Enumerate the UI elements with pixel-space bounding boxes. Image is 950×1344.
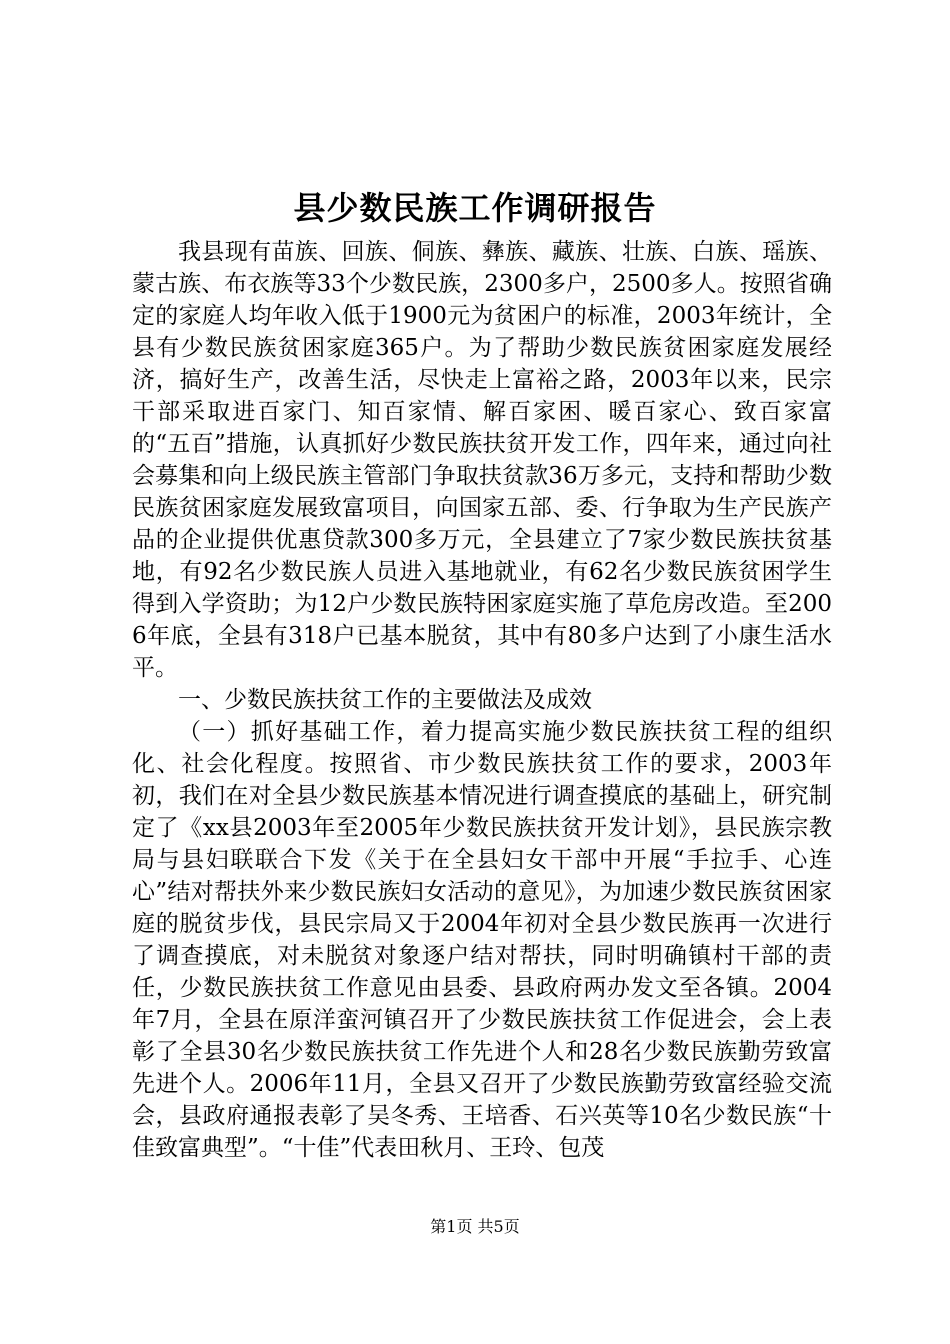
- page-number-footer: 第1页 共5页: [430, 1217, 520, 1236]
- section-heading-1: 一、少数民族扶贫工作的主要做法及成效: [178, 687, 592, 713]
- document-title: 县少数民族工作调研报告: [293, 189, 657, 227]
- paragraph-intro: 我县现有苗族、回族、侗族、彝族、藏族、壮族、白族、瑶族、蒙古族、布衣族等33个少数民族，2300多户，2500多人。按照省确定的家庭人均年收入低于1900元为贫困户的标准，2003年统计，全县有少数民族贫困家庭365户。为了帮助少数民族贫困家庭发展经济，搞好生产，改善生活，尽快走上富裕之路，2003年以来，民宗干部采取进百家门、知百家情、解百家困、暖百家心、致百家富的“五百”措施，认真抓好少数民族扶贫开发工作，四年来，通过向社会募集和向上级民族主管部门争取扶贫款36万多元，支持和帮助少数民族贫困家庭发展致富项目，向国家五部、委、行争取为生产民族产品的企业提供优惠贷款300多万元，全县建立了7家少数民族扶贫基地，有92名少数民族人员进入基地就业，有62名少数民族贫困学生得到入学资助；为12户少数民族特困家庭实施了草危房改造。至2006年底，全县有318户已基本脱贫，其中有80多户达到了小康生活水平。: [132, 239, 832, 681]
- document-body: [132, 236, 832, 1164]
- paragraph-section-1-item-1: （一）抓好基础工作，着力提高实施少数民族扶贫工程的组织化、社会化程度。按照省、市少数民族扶贫工作的要求，2003年初，我们在对全县少数民族基本情况进行调查摸底的基础上，研究制定了《xx县2003年至2005年少数民族扶贫开发计划》，县民族宗教局与县妇联联合下发《关于在全县妇女干部中开展“手拉手、心连心”结对帮扶外来少数民族妇女活动的意见》，为加速少数民族贫困家庭的脱贫步伐，县民宗局又于2004年初对全县少数民族再一次进行了调查摸底，对未脱贫对象逐户结对帮扶，同时明确镇村干部的责任，少数民族扶贫工作意见由县委、县政府两办发文至各镇。2004年7月，全县在原洋蛮河镇召开了少数民族扶贫工作促进会，会上表彰了全县30名少数民族扶贫工作先进个人和28名少数民族勤劳致富先进个人。2006年11月，全县又召开了少数民族勤劳致富经验交流会，县政府通报表彰了吴冬秀、王培香、石兴英等10名少数民族“十佳致富典型”。“十佳”代表田秋月、王玲、包茂: [132, 719, 832, 1161]
